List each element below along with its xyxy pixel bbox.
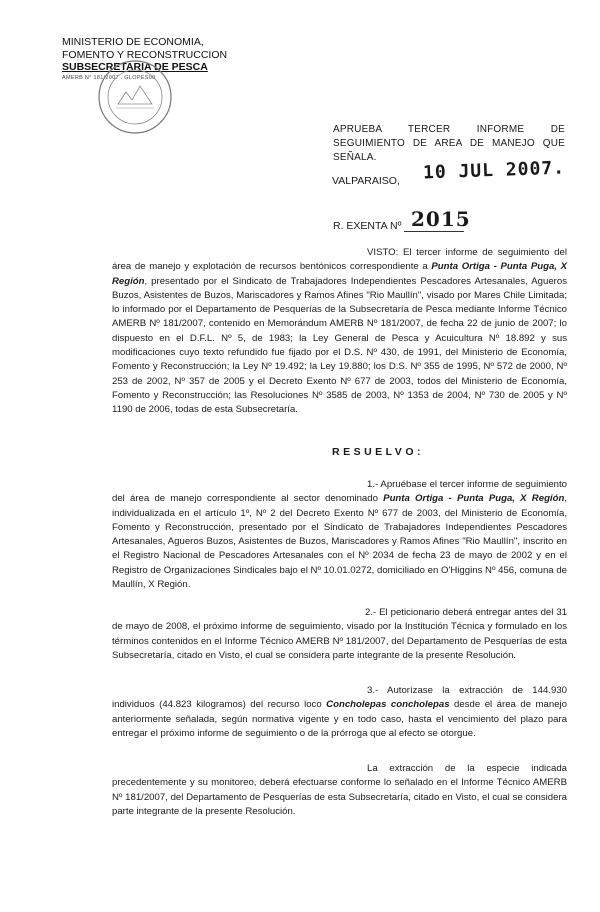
article-1-sector: Punta Ortiga - Punta Puga, X Región [383, 493, 565, 505]
resolution-number: 2015 [411, 207, 471, 231]
article-3-rest: desde el área de manejo anteriormente señalada, según normativa vigente y en todo caso, hasta el vencimiento del plazo para entregar el próximo informe de seguimiento o de la prórroga que al efecto se otorgue. [112, 699, 567, 739]
ministry-line-2: FOMENTO Y RECONSTRUCCION [62, 48, 228, 61]
visto-lead: VISTO: El tercer informe de seguimiento del área de manejo y explotación de recursos bentónicos correspondiente a [112, 247, 567, 273]
article-3-species: Concholepas concholepas [326, 699, 450, 711]
article-3-continuation: La extracción de la especie indicada precedentemente y su monitoreo, deberá efectuarse conforme lo señalado en el Informe Técnico AMERB Nº 181/2007, del Departamento de Pesquerías de esta Subsecretaría, citado en Visto, el cual se considera parte integrante de la presente Resolución. [112, 763, 567, 817]
visto-rest: , presentado por el Sindicato de Trabajadores Independientes Pescadores Artesanales, Agueros Buzos, Asistentes de Buzos, Mariscadores y Ramos Afines "Rio Maullín", visado por Mares Chile Limitada; lo informado por el Departamento de Pesquerías de la Subsecretaría de Pesca mediante Informe Técnico AMERB Nº 181/2007, contenido en Memorándum AMERB Nº 181/2007, de fecha 22 de junio de 2007; lo dispuesto en el D.F.L. Nº 5, de 1983; la Ley General de Pesca y Acuicultura Nº 18.892 y sus modificaciones cuyo texto refundido fue fijado por el D.S. Nº 430, de 1991, del Ministerio de Economía, Fomento y Reconstrucción; la Ley Nº 19.492; la Ley 19.880; los D.S. Nº 355 de 1995, Nº 572 de 2000, Nº 253 de 2002, Nº 357 de 2005 y el Decreto Exento Nº 677 de 2003, todos del Ministerio de Economía, Fomento y Reconstrucción; las Resoluciones Nº 3585 de 2003, Nº 1353 de 2004, Nº 730 de 2005 y Nº 1190 de 2006, todas de esta Subsecretaría. [112, 275, 567, 416]
resolution-subject: APRUEBA TERCER INFORME DE SEGUIMIENTO DE AREA DE MANEJO QUE SEÑALA. [333, 124, 565, 163]
article-3-lead: 3.- Autorízase la extracción de 144.930 individuos (44.823 kilogramos) del recurso loco [112, 685, 567, 711]
resuelvo-heading: RESUELVO: [332, 446, 424, 458]
article-2: 2.- El peticionario deberá entregar antes del 31 de mayo de 2008, el próximo informe de seguimiento, visado por la Institución Técnica y formulado en los términos contenidos en el Informe Técnico AMERB Nº 181/2007, del Departamento de Pesquerías de esta Subsecretaría, citado en Visto, el cual se considera parte integrante de la presente Resolución. [112, 607, 567, 661]
subsecretaria-line: SUBSECRETARIA DE PESCA [62, 61, 208, 73]
article-1-lead: 1.- Apruébase el tercer informe de seguimiento del área de manejo correspondiente al sector denominado [112, 479, 567, 505]
place-label: VALPARAISO, [332, 175, 400, 187]
article-1-rest: , individualizada en el artículo 1º, Nº 2 del Decreto Exento Nº 677 de 2003, del Ministerio de Economía, Fomento y Reconstrucción, presentado por el Sindicato de Trabajadores Independientes Pescadores Artesanales, Agueros Buzos, Asistentes de Buzos, Mariscadores y Ramos Afines "Rio Maullín", inscrito en el Registro Nacional de Pescadores Artesanales con el Nº 2034 de fecha 23 de mayo de 2002 y en el Registro de Organizaciones Sindicales bajo el Nº 10.01.0272, domiciliado en O'Higgins Nº 456, comuna de Maullín, X Región. [112, 493, 567, 591]
visto-paragraph [112, 246, 567, 418]
official-seal-stamp [96, 58, 174, 136]
reference-line: AMERB N° 181/2007 . GLOPES00 [62, 74, 156, 81]
resolution-label: R. EXENTA Nº [333, 220, 402, 232]
article-1 [112, 478, 567, 592]
resolution-number-underline [404, 231, 464, 232]
visto-sector: Punta Ortiga - Punta Puga, X Región [112, 261, 568, 287]
date-stamp: 10 JUL 2007. [422, 157, 566, 184]
article-3 [112, 684, 567, 741]
ministry-line: MINISTERIO DE ECONOMIA, [62, 36, 204, 48]
